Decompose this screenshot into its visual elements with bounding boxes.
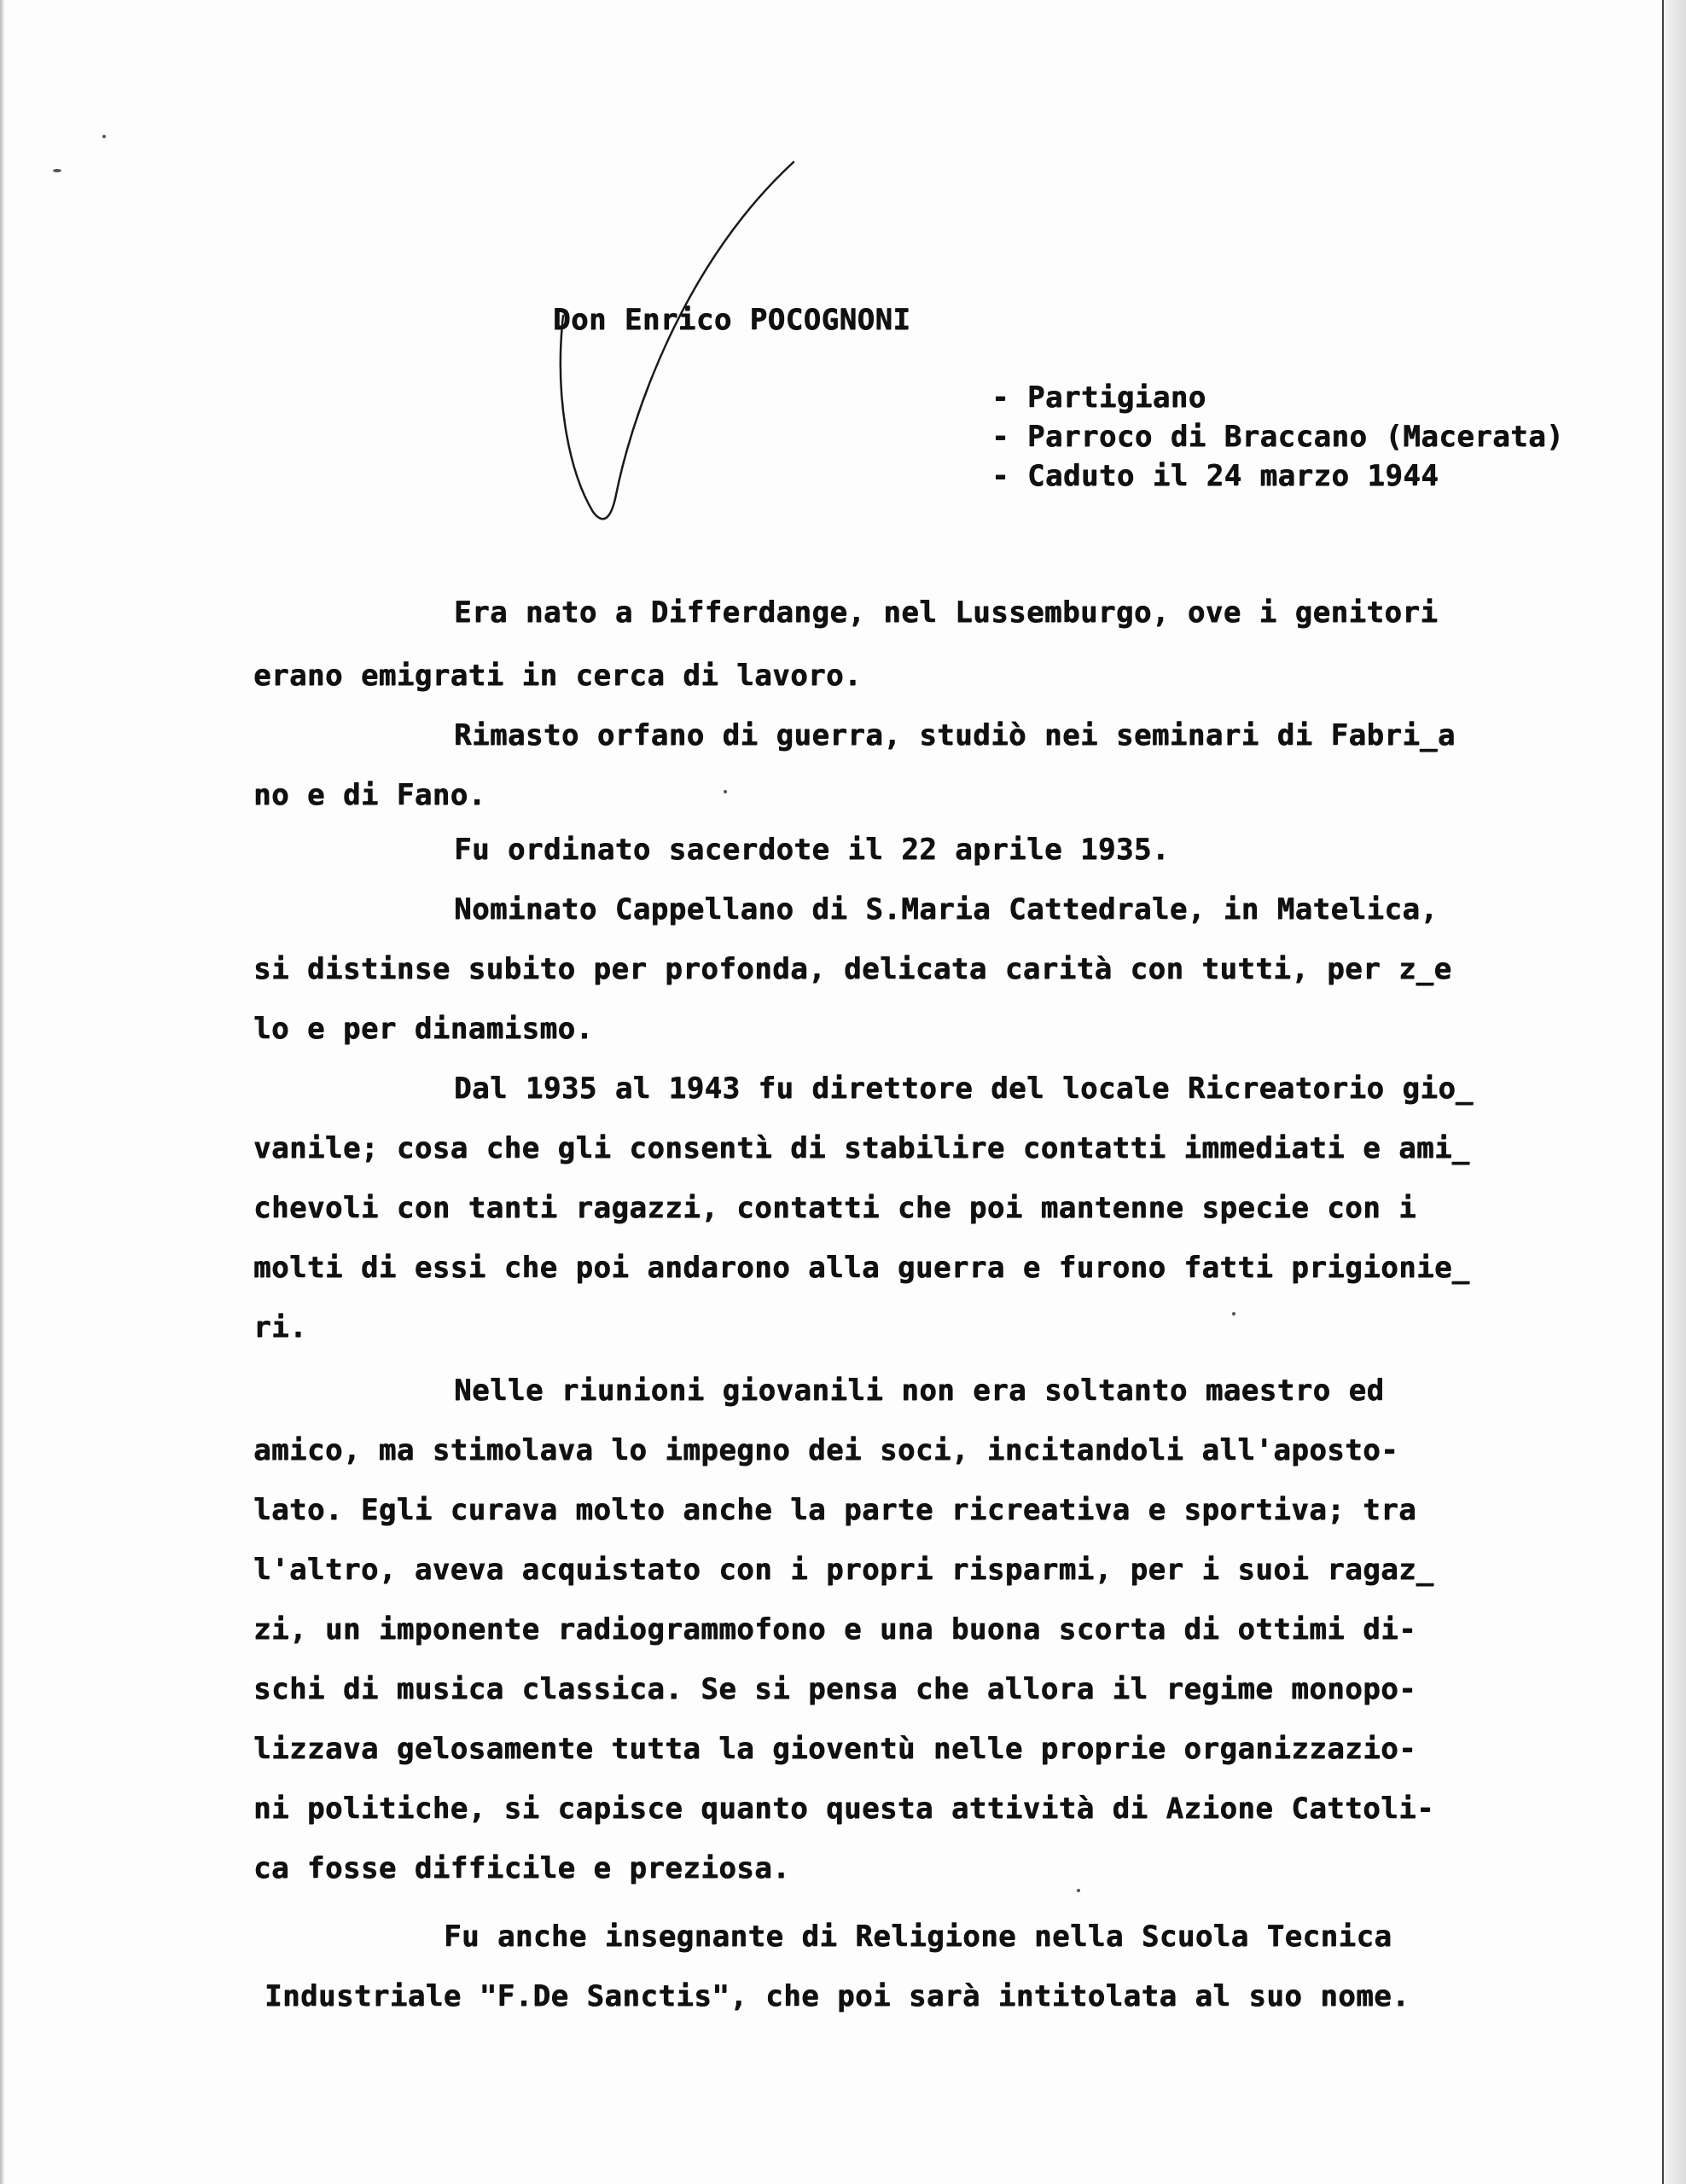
scan-speck: [102, 135, 106, 138]
body-line: Nelle riunioni giovanili non era soltanto maestro ed: [454, 1374, 1385, 1408]
person-name: Don Enrico POCOGNONI: [553, 303, 911, 337]
scan-speck: [724, 790, 727, 793]
body-line: ca fosse difficile e preziosa.: [253, 1851, 791, 1885]
body-line: no e di Fano.: [253, 778, 486, 812]
body-line: erano emigrati in cerca di lavoro.: [253, 659, 862, 693]
scan-edge-left: [0, 0, 5, 2184]
body-line: lato. Egli curava molto anche la parte ricreativa e sportiva; tra: [253, 1493, 1417, 1527]
body-line: ri.: [253, 1310, 307, 1345]
body-line: molti di essi che poi andarono alla guerra e furono fatti prigionie̲: [253, 1251, 1470, 1285]
body-line: Rimasto orfano di guerra, studiò nei seminari di Fabri̲a: [454, 718, 1456, 752]
body-line: schi di musica classica. Se si pensa che allora il regime monopo-: [253, 1672, 1417, 1706]
body-line: Dal 1935 al 1943 fu direttore del locale Ricreatorio gio̲: [454, 1072, 1474, 1106]
handwritten-check-mark: [512, 136, 870, 546]
scan-edge-right: [1662, 0, 1686, 2184]
body-line: Industriale "F.De Sanctis", che poi sarà intitolata al suo nome.: [265, 1979, 1410, 2013]
body-line: Era nato a Differdange, nel Lussemburgo, ove i genitori: [454, 595, 1439, 630]
body-line: lizzava gelosamente tutta la gioventù nelle proprie organizzazio-: [253, 1732, 1417, 1766]
body-line: si distinse subito per profonda, delicata carità con tutti, per z̲e: [253, 952, 1452, 986]
scan-speck: [1232, 1312, 1235, 1316]
body-line: Nominato Cappellano di S.Maria Cattedrale, in Matelica,: [454, 892, 1439, 926]
body-line: Fu anche insegnante di Religione nella Scuola Tecnica: [444, 1920, 1392, 1954]
role-parish-priest: - Parroco di Braccano (Macerata): [991, 420, 1565, 454]
body-line: l'altro, aveva acquistato con i propri risparmi, per i suoi ragaz̲: [253, 1553, 1434, 1587]
body-line: amico, ma stimolava lo impegno dei soci, incitandoli all'aposto-: [253, 1433, 1399, 1467]
body-line: lo e per dinamismo.: [253, 1012, 594, 1046]
body-line: zi, un imponente radiogrammofono e una buona scorta di ottimi di-: [253, 1612, 1417, 1647]
body-line: chevoli con tanti ragazzi, contatti che poi mantenne specie con i: [253, 1191, 1417, 1225]
body-line: vanile; cosa che gli consentì di stabilire contatti immediati e ami̲: [253, 1131, 1470, 1165]
body-line: ni politiche, si capisce quanto questa attività di Azione Cattoli-: [253, 1792, 1435, 1826]
body-line: Fu ordinato sacerdote il 22 aprile 1935.: [454, 833, 1170, 867]
scan-speck: [1077, 1889, 1080, 1892]
role-death-date: - Caduto il 24 marzo 1944: [991, 459, 1439, 493]
role-partisan: - Partigiano: [991, 380, 1206, 415]
scan-speck: [53, 169, 61, 172]
